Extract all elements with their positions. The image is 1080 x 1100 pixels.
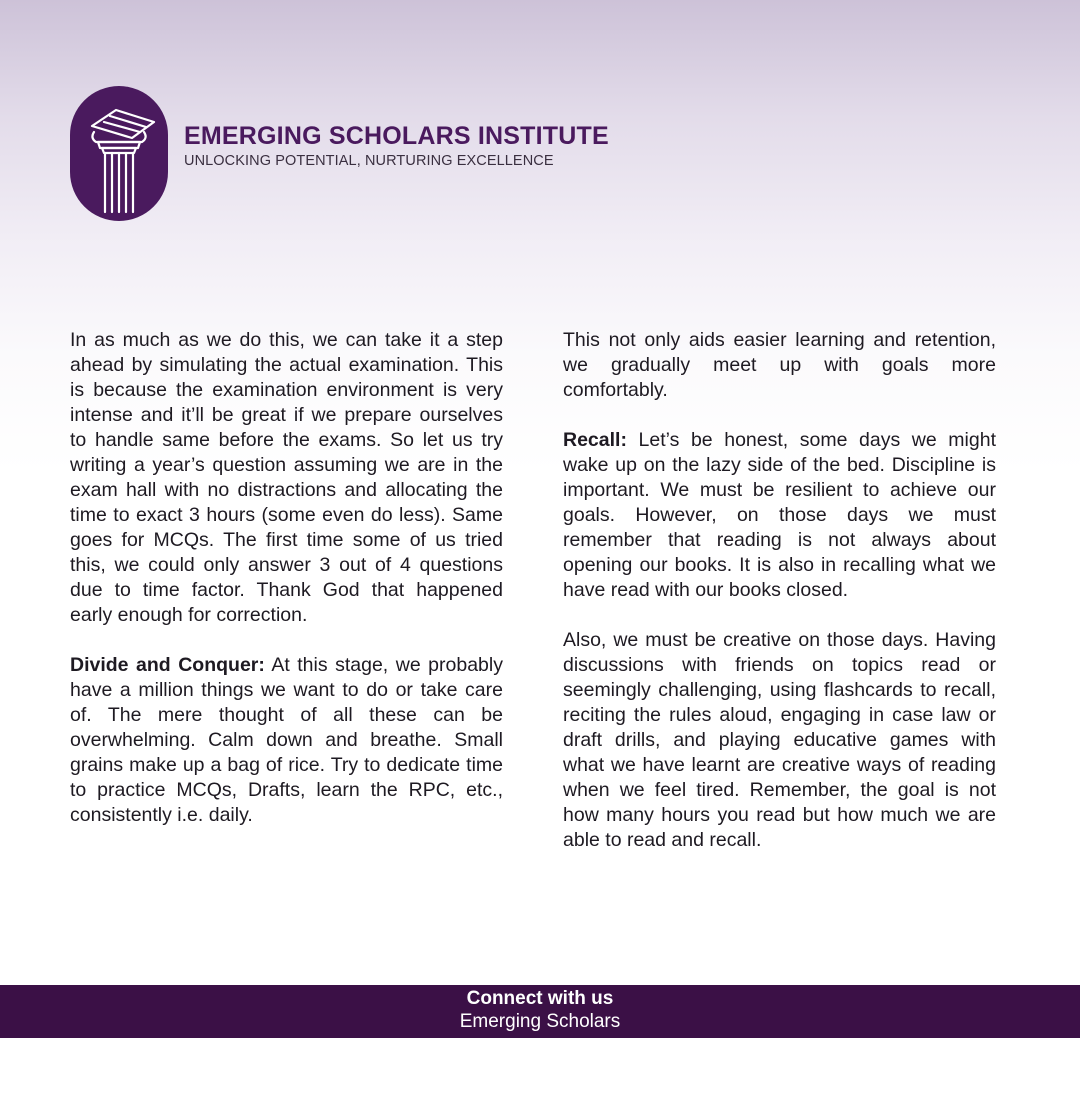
footer-subtitle: Emerging Scholars [459, 1011, 621, 1032]
column-with-graduation-cap-icon [70, 86, 168, 221]
org-tagline: UNLOCKING POTENTIAL, NURTURING EXCELLENCE [184, 153, 554, 169]
divide-and-conquer-heading: Divide and Conquer: [70, 654, 265, 676]
recall-heading: Recall: [563, 429, 627, 451]
institute-logo [70, 86, 168, 221]
right-paragraph-2 [563, 428, 996, 603]
left-paragraph-2 [70, 653, 503, 828]
left-column [70, 328, 503, 828]
right-column [563, 328, 996, 853]
right-paragraph-3: Also, we must be creative on those days. Having discussions with friends on topics read or seemingly challenging, using flashcards to recall, reciting the rules aloud, engaging in case law or draft drills, and playing educative games with what we have learnt are creative ways of reading when we feel tired. Remember, the goal is not how many hours you read but how much we are able to read and recall. [563, 629, 996, 851]
right-paragraph-1: This not only aids easier learning and retention, we gradually meet up with goals more comfortably. [563, 329, 996, 401]
divide-and-conquer-body: At this stage, we probably have a million things we want to do or take care of. The mere thought of all these can be overwhelming. Calm down and breathe. Small grains make up a bag of rice. Try to dedicate time to practice MCQs, Drafts, learn the RPC, etc., consistently i.e. daily. [70, 654, 503, 826]
recall-body: Let’s be honest, some days we might wake up on the lazy side of the bed. Discipline is important. We must be resilient to achieve our goals. However, on those days we must remember that reading is not always about opening our books. It is also in recalling what we have read with our books closed. [563, 429, 996, 601]
org-name: EMERGING SCHOLARS INSTITUTE [184, 122, 609, 150]
footer-banner [0, 985, 1080, 1038]
left-paragraph-1: In as much as we do this, we can take it a step ahead by simulating the actual examination. This is because the examination environment is very intense and it’ll be great if we prepare ourselves to handle same before the exams. So let us try writing a year’s question assuming we are in the exam hall with no distractions and allocating the time to exact 3 hours (some even do less). Same goes for MCQs. The first time some of us tried this, we could only answer 3 out of 4 questions due to time factor. Thank God that happened early enough for correction. [70, 329, 503, 626]
footer-title: Connect with us [466, 988, 614, 1009]
